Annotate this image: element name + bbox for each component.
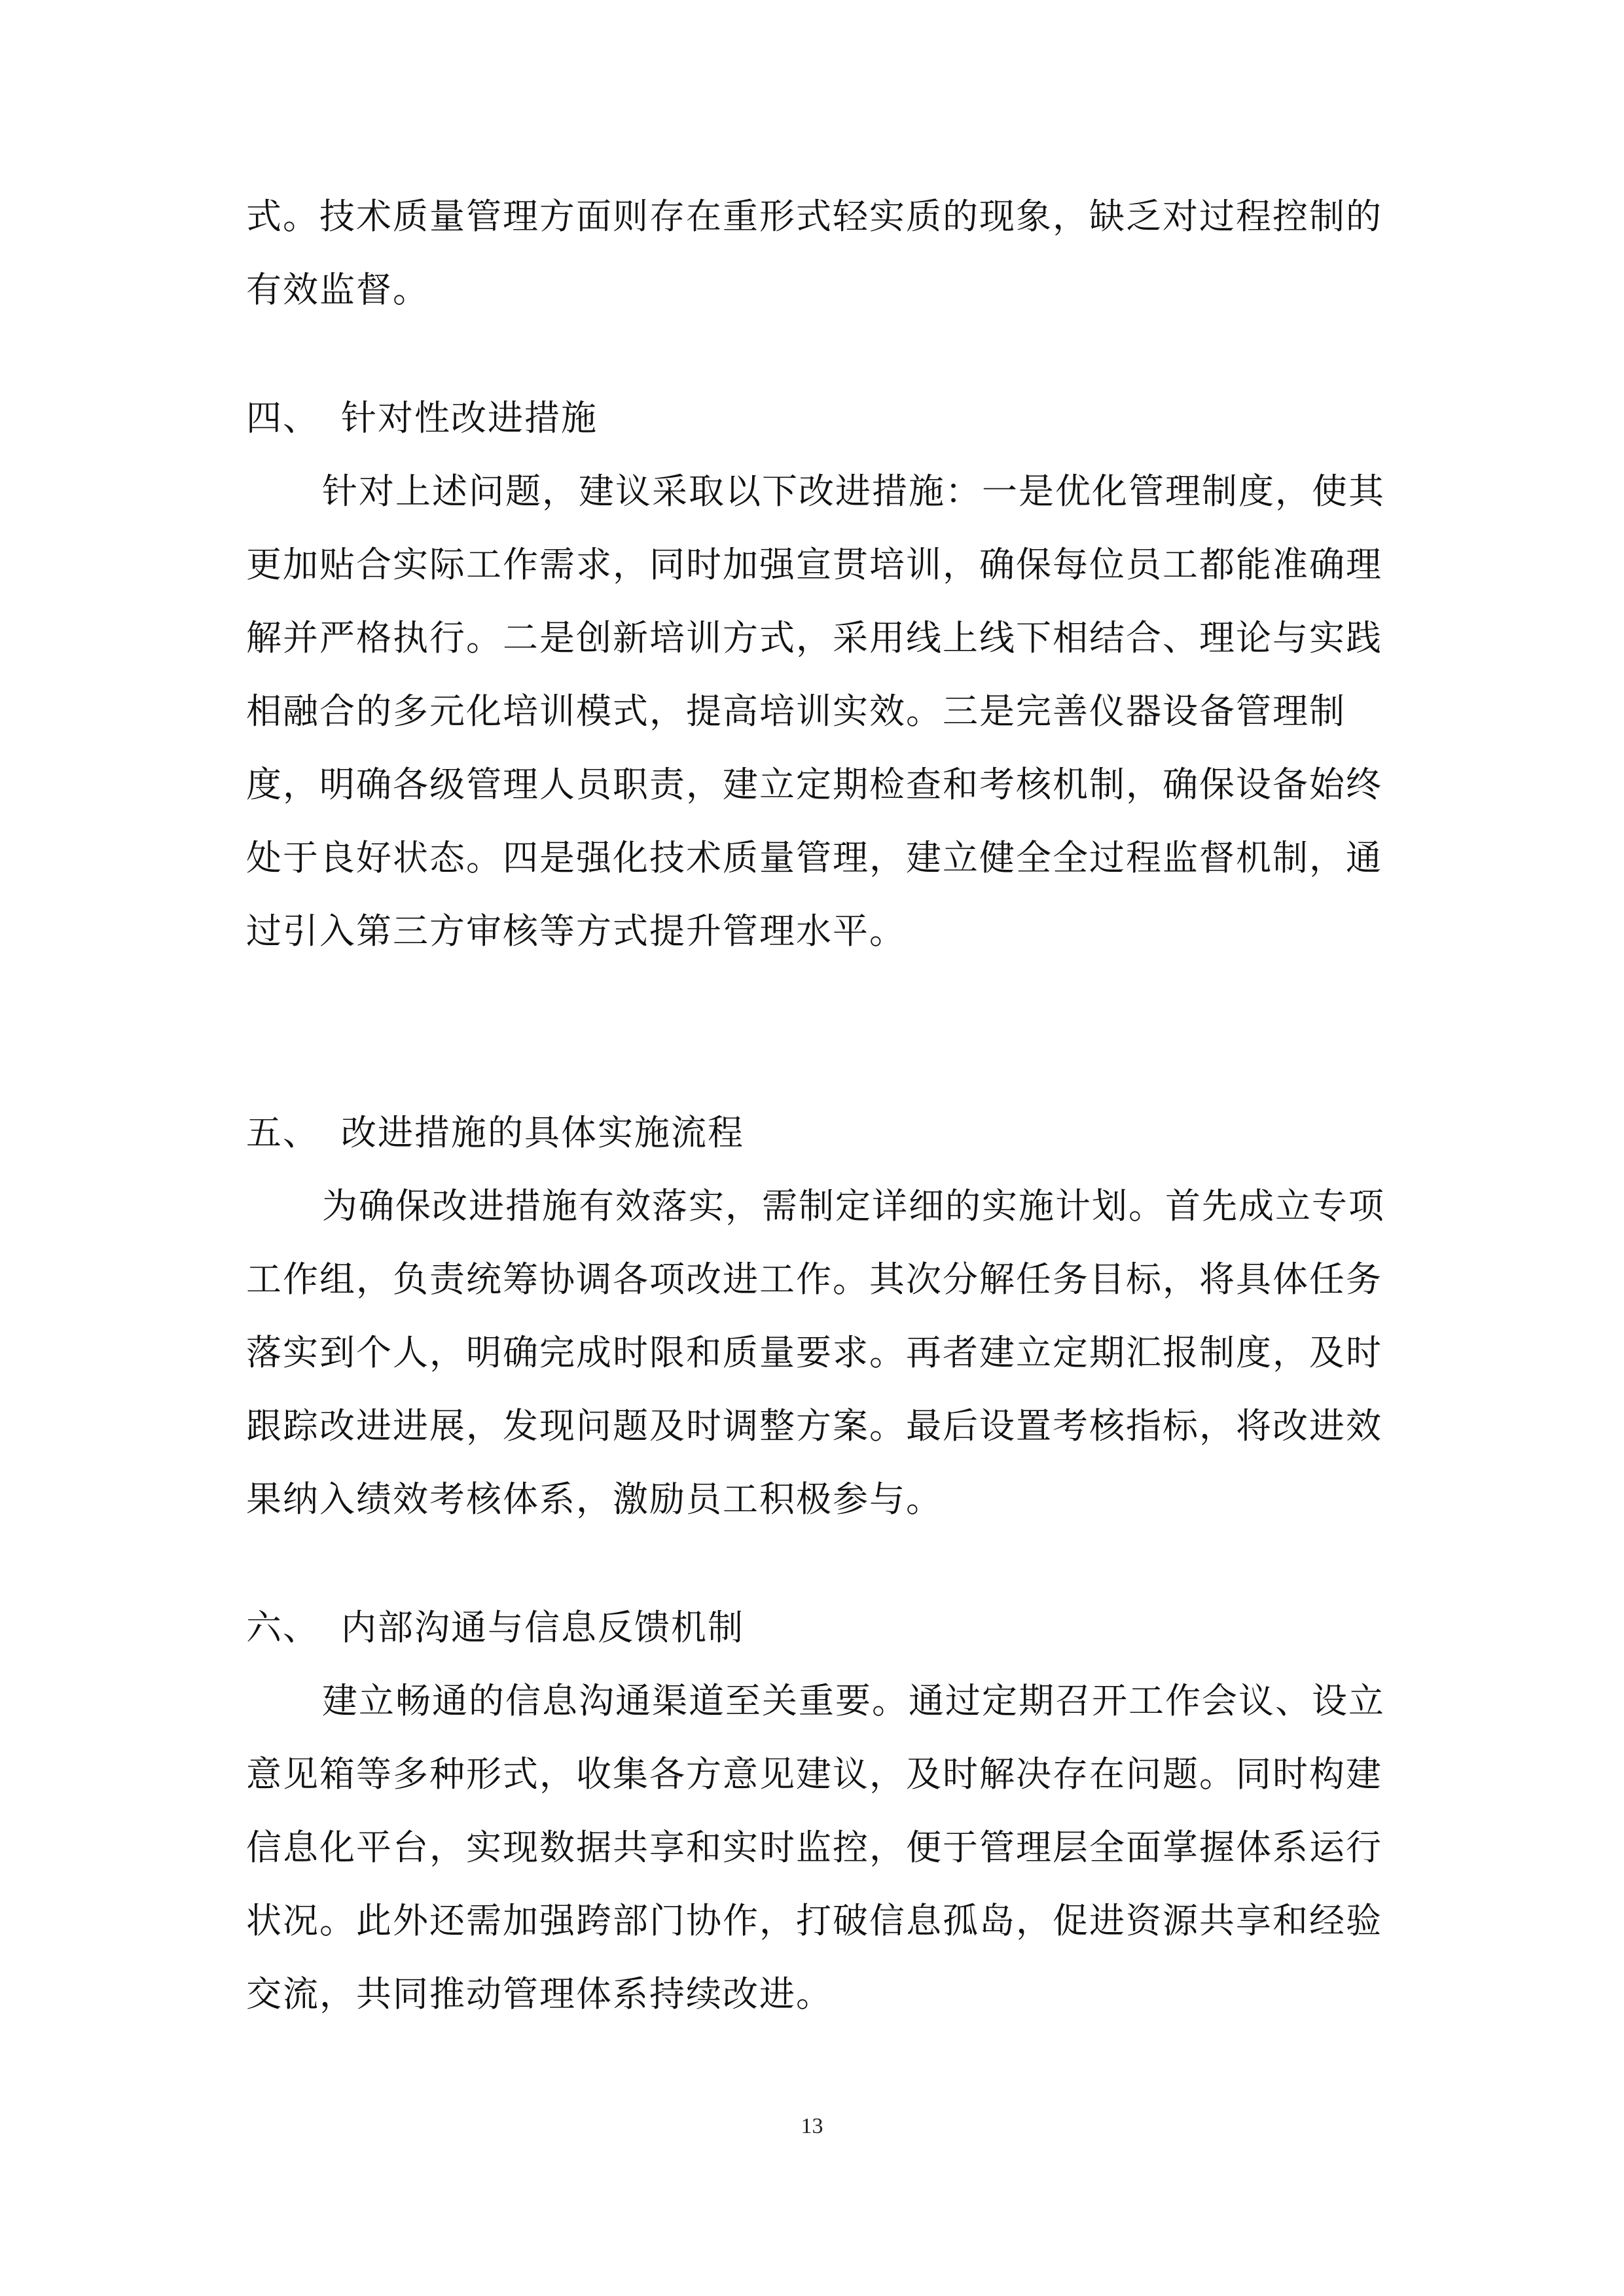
section-title-6: 内部沟通与信息反馈机制 xyxy=(341,1607,744,1648)
section-title-4: 针对性改进措施 xyxy=(341,397,598,439)
page-number: 13 xyxy=(801,2114,823,2138)
section-body-6: 建立畅通的信息沟通渠道至关重要。通过定期召开工作会议、设立意见箱等多种形式，收集各方意见建议，及时解决存在问题。同时构建信息化平台，实现数据共享和实时监控，便于管理层全面掌握体系运行状况。此外还需加强跨部门协作，打破信息孤岛，促进资源共享和经验交流，共同推动管理体系持续改进。 xyxy=(246,1680,1385,2015)
section-title-5: 改进措施的具体实施流程 xyxy=(341,1112,744,1153)
section-number-6: 六、 xyxy=(246,1607,319,1648)
continuation-paragraph: 式。技术质量管理方面则存在重形式轻实质的现象，缺乏对过程控制的有效监督。 xyxy=(246,196,1382,310)
section-heading-4 xyxy=(246,382,1388,455)
section-heading-5 xyxy=(246,1096,1388,1170)
section-number-5: 五、 xyxy=(246,1112,319,1153)
section-number-4: 四、 xyxy=(246,397,319,439)
section-body-4: 针对上述问题，建议采取以下改进措施：一是优化管理制度，使其更加贴合实际工作需求，同时加强宣贯培训，确保每位员工都能准确理解并严格执行。二是创新培训方式，采用线上线下相结合、理论与实践相融合的多元化培训模式，提高培训实效。三是完善仪器设备管理制度，明确各级管理人员职责，建立定期检查和考核机制，确保设备始终处于良好状态。四是强化技术质量管理，建立健全全过程监督机制，通过引入第三方审核等方式提升管理水平。 xyxy=(246,471,1385,952)
section-heading-6 xyxy=(246,1591,1388,1664)
section-body-5: 为确保改进措施有效落实，需制定详细的实施计划。首先成立专项工作组，负责统筹协调各项改进工作。其次分解任务目标，将具体任务落实到个人，明确完成时限和质量要求。再者建立定期汇报制度，及时跟踪改进进展，发现问题及时调整方案。最后设置考核指标，将改进效果纳入绩效考核体系，激励员工积极参与。 xyxy=(246,1185,1385,1520)
